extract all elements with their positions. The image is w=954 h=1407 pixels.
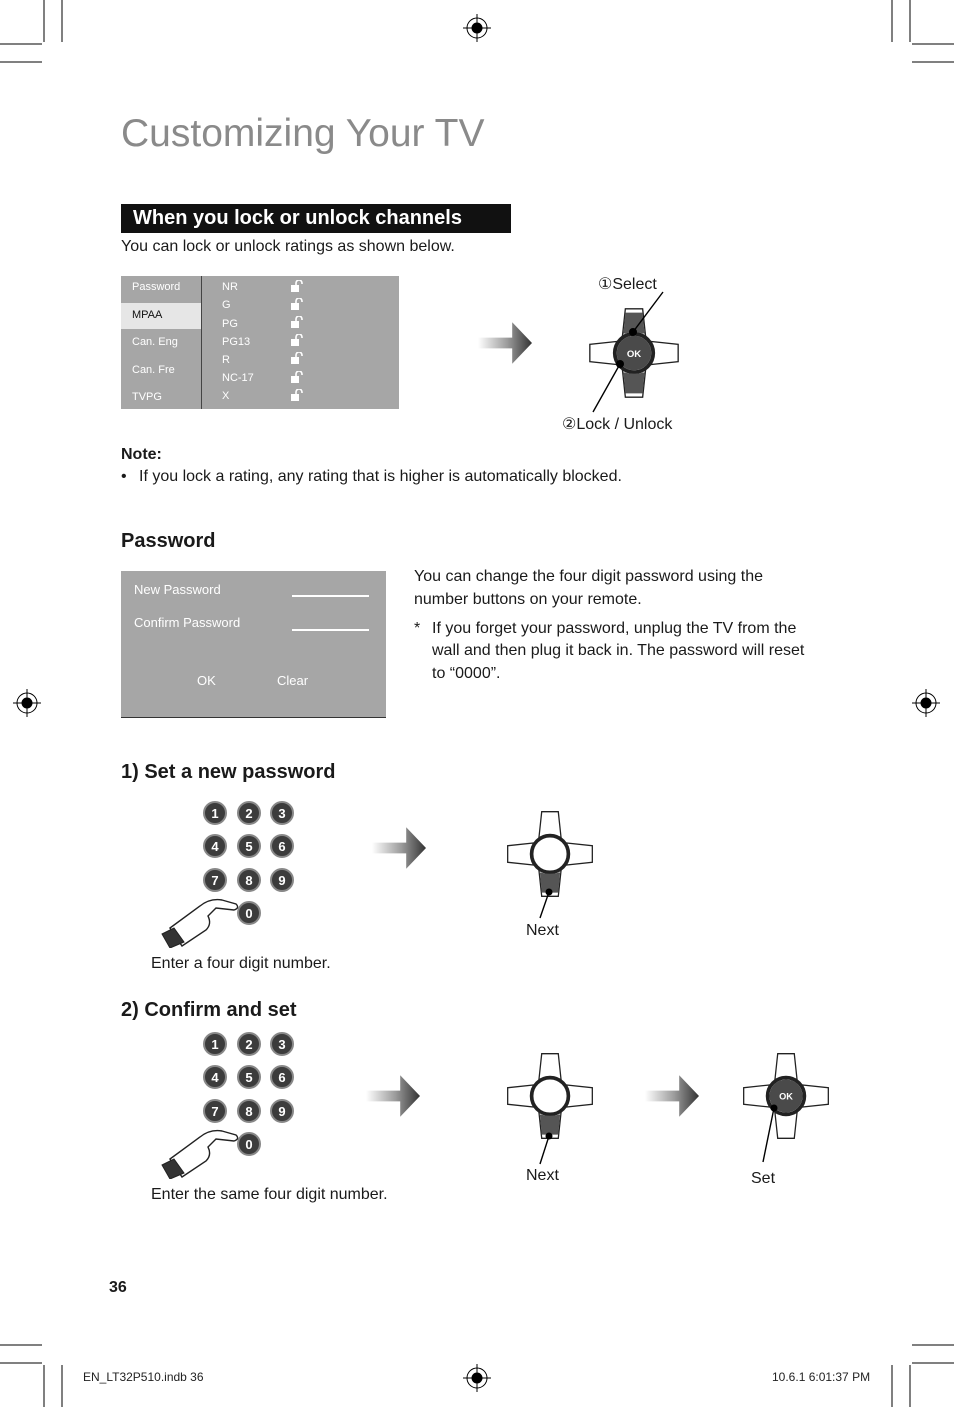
password-dialog: [121, 571, 386, 718]
select-callout: ①Select: [598, 276, 657, 293]
flow-arrow-icon: [645, 1073, 699, 1119]
note-text: If you lock a rating, any rating that is higher is automatically blocked.: [139, 468, 622, 485]
key-6: 6: [278, 839, 286, 854]
step-2-heading: 2) Confirm and set: [121, 999, 297, 1021]
unlock-icon: [291, 352, 307, 364]
key-1: 1: [211, 806, 219, 821]
unlock-icon: [291, 316, 307, 328]
ok-button-label: OK: [626, 348, 642, 360]
step-1-caption: Enter a four digit number.: [151, 955, 331, 972]
footer-filename: EN_LT32P510.indb 36: [83, 1370, 204, 1384]
confirm-password-field: [292, 629, 369, 631]
page-title: Customizing Your TV: [121, 112, 485, 155]
rating-nr: NR: [222, 281, 238, 293]
footer-timestamp: 10.6.1 6:01:37 PM: [772, 1370, 871, 1384]
password-desc-line-2: number buttons on your remote.: [414, 591, 642, 608]
note-bullet: •: [121, 468, 127, 485]
key-0: 0: [245, 1137, 253, 1152]
next-label-2: Next: [526, 1167, 559, 1184]
remote-dpad-icon: [740, 1050, 832, 1142]
unlock-icon: [291, 371, 307, 383]
password-desc-line-1: You can change the four digit password using the: [414, 568, 763, 585]
key-1: 1: [211, 1037, 219, 1052]
registration-mark-top: [463, 14, 491, 42]
password-tip-line-1: If you forget your password, unplug the TV from the: [432, 620, 797, 637]
key-0: 0: [245, 906, 253, 921]
rating-pg: PG: [222, 318, 238, 330]
key-2: 2: [245, 806, 253, 821]
key-6: 6: [278, 1070, 286, 1085]
unlock-icon: [291, 389, 307, 401]
flow-arrow-icon: [372, 825, 426, 871]
ok-label: OK: [197, 673, 216, 688]
rating-pg13: PG13: [222, 336, 251, 348]
key-5: 5: [245, 1070, 253, 1085]
key-8: 8: [245, 1104, 253, 1119]
menu-item-tvpg: TVPG: [132, 391, 162, 403]
next-callout-line: [534, 1132, 558, 1168]
unlock-icon: [291, 298, 307, 310]
menu-item-password: Password: [132, 281, 181, 293]
registration-mark-left: [13, 689, 41, 717]
flow-arrow-icon: [366, 1073, 420, 1119]
key-5: 5: [245, 839, 253, 854]
rating-x: X: [222, 390, 230, 402]
key-7: 7: [211, 1104, 219, 1119]
new-password-field: [292, 595, 369, 597]
key-7: 7: [211, 873, 219, 888]
rating-menu: [121, 276, 399, 409]
password-tip-line-2: wall and then plug it back in. The password will reset: [432, 642, 805, 659]
step-2-caption: Enter the same four digit number.: [151, 1186, 388, 1203]
clear-label: Clear: [277, 673, 309, 688]
key-3: 3: [278, 806, 286, 821]
key-3: 3: [278, 1037, 286, 1052]
key-9: 9: [278, 1104, 286, 1119]
menu-item-can-fre: Can. Fre: [132, 364, 175, 376]
rating-g: G: [222, 299, 231, 311]
set-label: Set: [751, 1170, 776, 1187]
unlock-icon: [291, 334, 307, 346]
rating-r: R: [222, 354, 230, 366]
ok-button-label: OK: [779, 1091, 793, 1102]
unlock-icon: [291, 280, 307, 292]
callout-lines: [560, 280, 690, 430]
keypad-illustration-2: [160, 1031, 310, 1179]
flow-arrow-icon: [478, 320, 532, 366]
lock-unlock-callout: ②Lock / Unlock: [562, 416, 673, 433]
keypad-illustration-1: [160, 800, 310, 948]
password-tip-asterisk: *: [414, 620, 421, 637]
remote-dpad-icon: [504, 808, 596, 900]
remote-dpad-icon: [504, 1050, 596, 1142]
note-heading: Note:: [121, 446, 162, 463]
page-number: 36: [109, 1279, 127, 1296]
step-1-heading: 1) Set a new password: [121, 761, 336, 783]
registration-mark-bottom: [463, 1364, 491, 1392]
next-callout-line: [534, 888, 558, 922]
key-9: 9: [278, 873, 286, 888]
menu-item-mpaa: MPAA: [132, 309, 163, 321]
menu-item-can-eng: Can. Eng: [132, 336, 178, 348]
key-4: 4: [211, 1070, 219, 1085]
section-intro: You can lock or unlock ratings as shown below.: [121, 238, 455, 255]
next-label-1: Next: [526, 922, 559, 939]
confirm-password-label: Confirm Password: [134, 615, 241, 630]
pointing-hand-icon: [162, 900, 238, 948]
key-4: 4: [211, 839, 219, 854]
set-callout-line: [756, 1102, 780, 1166]
password-heading: Password: [121, 530, 216, 552]
pointing-hand-icon: [162, 1131, 238, 1179]
section-banner: When you lock or unlock channels: [121, 204, 511, 233]
password-tip-line-3: to “0000”.: [432, 665, 501, 682]
new-password-label: New Password: [134, 582, 221, 597]
registration-mark-right: [912, 689, 940, 717]
key-8: 8: [245, 873, 253, 888]
key-2: 2: [245, 1037, 253, 1052]
rating-nc17: NC-17: [222, 372, 254, 384]
